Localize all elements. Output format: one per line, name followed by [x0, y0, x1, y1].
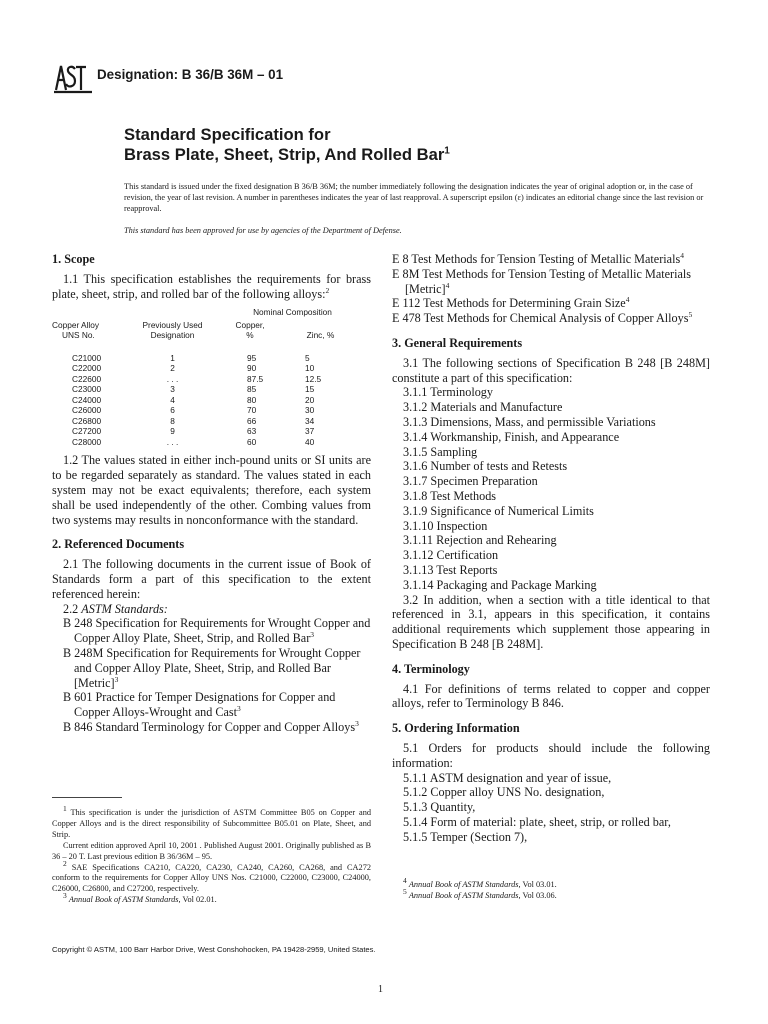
table-row: [52, 363, 344, 374]
list-item: 3.1.4 Workmanship, Finish, and Appearance: [403, 429, 620, 444]
footnote-5: $^5$ Annual Book of ASTM Standards, Vol 03.06.: [403, 887, 557, 900]
referenced-documents-list-continued: [392, 252, 710, 326]
table-row: [52, 437, 344, 448]
table-row: [52, 426, 344, 437]
footnotes-left: [52, 797, 371, 906]
referenced-document-text: B 248M Specification for Requirements for Wrought Copper and Copper Alloy Plate, Sheet, Strip, and Rolled Bar [Metric]: [63, 645, 361, 690]
list-item: 3.1.7 Specimen Preparation: [403, 474, 538, 489]
table-cell: 10: [305, 363, 315, 374]
general-requirements-list: [392, 385, 710, 592]
col-zinc-header: Zinc, %: [306, 330, 335, 341]
table-header-group: [52, 307, 344, 320]
table-cell: C22000: [72, 363, 102, 374]
table-cell: 85: [247, 384, 257, 395]
footnote-ref: 4: [445, 280, 450, 290]
footnote-3: $^3$ Annual Book of ASTM Standards, Vol 02.01.: [63, 891, 217, 905]
footnote-ref: 3: [114, 674, 119, 684]
table-cell: C21000: [72, 352, 102, 363]
dod-approval-note: This standard has been approved for use by agencies of the Department of Defense.: [124, 226, 402, 235]
section-heading-general-requirements: 3. General Requirements: [392, 335, 523, 350]
footnote-1: $^1$ This specification is under the jurisdiction of ASTM Committee B05 on Copper and Copper Alloys and is the direct responsibility of Subcommittee B05.01 on Plate, Sheet, and Strip.: [52, 804, 371, 839]
footnote-ref: 3: [310, 630, 315, 640]
table-cell: C24000: [72, 394, 102, 405]
title-line-1: Standard Specification for: [124, 125, 331, 144]
table-cell: 20: [305, 394, 315, 405]
footnote-ref: 5: [688, 310, 693, 320]
table-group-header: Nominal Composition: [253, 307, 332, 318]
referenced-document-text: E 478 Test Methods for Chemical Analysis of Copper Alloys: [392, 311, 689, 326]
table-cell: C28000: [72, 436, 102, 447]
section-heading-scope: 1. Scope: [52, 252, 95, 266]
table-cell: 8: [170, 415, 175, 426]
table-cell: 30: [305, 405, 315, 416]
table-cell: 9: [170, 426, 175, 437]
section-heading-terminology: 4. Terminology: [392, 661, 470, 676]
table-cell: C27200: [72, 426, 102, 437]
footnote-ref: 3: [355, 718, 359, 728]
list-item: 3.1.11 Rejection and Rehearing: [403, 533, 557, 548]
designation: Designation: B 36/B 36M – 01: [97, 67, 284, 82]
referenced-document-text: B 248 Specification for Requirements for Wrought Copper and Copper Alloy Plate, Sheet, Strip, and Rolled Bar: [63, 616, 371, 646]
referenced-document-item: [52, 646, 371, 690]
list-item: 3.1.5 Sampling: [403, 444, 478, 459]
referenced-document-item: [392, 252, 710, 267]
page-number: 1: [378, 984, 383, 995]
list-item: 3.1.14 Packaging and Package Marking: [403, 577, 597, 592]
table-header-row: [52, 320, 344, 353]
table-cell: 3: [170, 384, 175, 395]
title-footnote-ref: 1: [444, 145, 450, 157]
table-body: [52, 353, 344, 448]
table-cell: 95: [247, 352, 257, 363]
table-cell: 90: [247, 363, 257, 374]
section-heading-referenced-documents: 2. Referenced Documents: [52, 537, 185, 552]
table-cell: 2: [170, 363, 175, 374]
referenced-document-item: [52, 616, 371, 646]
paragraph-1-2: 1.2 The values stated in either inch-pound units or SI units are to be regarded separately as standard. The values stated in each system may not be exact equivalents; therefore, each system shall be used independently of the other. Combing values from two systems may results in nonconformance with the standard.: [52, 453, 371, 527]
paragraph-4-1: 4.1 For definitions of terms related to copper and copper alloys, refer to Terminology B 846.: [392, 681, 710, 711]
list-item: 3.1.3 Dimensions, Mass, and permissible Variations: [403, 414, 656, 429]
alloy-composition-table: [52, 307, 344, 447]
table-cell: 6: [170, 405, 175, 416]
standard-notice: This standard is issued under the fixed designation B 36/B 36M; the number immediately following the designation indicates the year of original adoption or, in the case of revision, the year of last revision. A number in parentheses indicates the year of last reapproval. A superscript epsilon (ε) indicates an editorial change since the last revision or reapproval.: [124, 182, 704, 213]
footnote-1-continued: Current edition approved April 10, 2001 . Published August 2001. Originally published as B 36 – 20 T. Last previous edition B 36/36M – 95.: [52, 840, 371, 861]
list-item: 3.1.12 Certification: [403, 548, 499, 563]
table-cell: 4: [170, 394, 175, 405]
paragraph-3-2: 3.2 In addition, when a section with a title identical to that referenced in 3.1, appears in this specification, it contains additional requirements which supplement those appearing in Specification B 248 [B 248M].: [392, 592, 710, 651]
table-cell: 87.5: [247, 373, 264, 384]
col-uns-header: Copper Alloy UNS No.: [52, 319, 100, 341]
ordering-information-list: [392, 771, 710, 845]
table-row: [52, 353, 344, 364]
table-row: [52, 416, 344, 427]
col-designation-header: Previously Used Designation: [142, 319, 203, 341]
table-cell: 12.5: [305, 373, 322, 384]
referenced-document-text: B 846 Standard Terminology for Copper and Copper Alloys: [63, 719, 356, 734]
list-item: 3.1.9 Significance of Numerical Limits: [403, 503, 594, 518]
left-column: [52, 252, 371, 735]
list-item: 5.1.4 Form of material: plate, sheet, strip, or rolled bar,: [403, 814, 671, 829]
table-cell: 80: [247, 394, 257, 405]
referenced-document-text: E 8M Test Methods for Tension Testing of Metallic Materials [Metric]: [392, 266, 692, 296]
referenced-document-item: [392, 296, 710, 311]
section-heading-ordering-information: 5. Ordering Information: [392, 721, 520, 736]
table-cell: 66: [247, 415, 257, 426]
list-item: 3.1.10 Inspection: [403, 518, 488, 533]
document-title: [124, 125, 450, 165]
table-cell: 60: [247, 436, 257, 447]
footnote-2: $^2$ SAE Specifications CA210, CA220, CA230, CA240, CA260, CA268, and CA272 conform to the requirements for Copper Alloy UNS Nos. C21000, C22000, C23000, C24000, C26000, C26800, and C27200, respectively.: [52, 858, 371, 894]
table-cell: 1: [170, 352, 175, 363]
table-row: [52, 384, 344, 395]
table-cell: 63: [247, 426, 257, 437]
referenced-document-item: [392, 311, 710, 326]
list-item: 5.1.3 Quantity,: [403, 800, 476, 815]
list-item: 3.1.8 Test Methods: [403, 488, 497, 503]
table-cell: C26000: [72, 405, 102, 416]
footnotes-right: [392, 876, 710, 902]
referenced-document-text: B 601 Practice for Temper Designations for Copper and Copper Alloys-Wrought and Cast: [63, 690, 336, 720]
paragraph-1-1: 1.1 This specification establishes the requirements for brass plate, sheet, strip, and rolled bar of the following alloys:$^2$: [52, 271, 371, 301]
referenced-document-item: [52, 720, 371, 735]
right-column: [392, 252, 710, 844]
footnote-ref: 3: [237, 704, 241, 714]
table-cell: C22600: [72, 373, 102, 384]
list-item: 3.1.1 Terminology: [403, 385, 493, 400]
table-cell: . . .: [166, 436, 179, 447]
referenced-document-text: E 112 Test Methods for Determining Grain Size: [392, 296, 626, 311]
paragraph-5-1: 5.1 Orders for products should include the following information:: [392, 740, 710, 770]
table-row: [52, 374, 344, 385]
table-cell: C26800: [72, 415, 102, 426]
table-cell: 70: [247, 405, 257, 416]
paragraph-3-1: 3.1 The following sections of Specification B 248 [B 248M] constitute a part of this specification:: [392, 355, 710, 385]
table-cell: 34: [305, 415, 315, 426]
list-item: 3.1.13 Test Reports: [403, 562, 498, 577]
table-cell: C23000: [72, 384, 102, 395]
copyright-notice: Copyright © ASTM, 100 Barr Harbor Drive, West Conshohocken, PA 19428-2959, United States.: [52, 945, 376, 954]
footnote-ref: 4: [680, 250, 684, 260]
table-cell: 37: [305, 426, 315, 437]
list-item: 3.1.2 Materials and Manufacture: [403, 400, 563, 415]
referenced-documents-list: [52, 616, 371, 734]
list-item: 5.1.5 Temper (Section 7),: [403, 829, 528, 844]
list-item: 3.1.6 Number of tests and Retests: [403, 459, 568, 474]
footnote-4: $^4$ Annual Book of ASTM Standards, Vol 03.01.: [403, 876, 557, 889]
title-line-2: Brass Plate, Sheet, Strip, And Rolled Bar$^1$: [124, 145, 450, 164]
referenced-document-item: [392, 267, 710, 297]
table-cell: 5: [305, 352, 310, 363]
footnote-ref: 4: [625, 295, 630, 305]
list-item: 5.1.2 Copper alloy UNS No. designation,: [403, 785, 605, 800]
table-row: [52, 395, 344, 406]
col-copper-header: Copper, %: [235, 319, 265, 341]
paragraph-2-1: 2.1 The following documents in the current issue of Book of Standards form a part of this specification to the extent referenced herein:: [52, 557, 371, 601]
table-cell: 40: [305, 436, 315, 447]
table-row: [52, 405, 344, 416]
paragraph-2-2: 2.2 ASTM Standards:: [63, 601, 168, 616]
list-item: 5.1.1 ASTM designation and year of issue,: [403, 770, 612, 785]
referenced-document-item: [52, 690, 371, 720]
referenced-document-text: E 8 Test Methods for Tension Testing of Metallic Materials: [392, 252, 681, 266]
table-cell: 15: [305, 384, 315, 395]
table-cell: . . .: [166, 373, 179, 384]
astm-logo-icon: [52, 62, 94, 94]
